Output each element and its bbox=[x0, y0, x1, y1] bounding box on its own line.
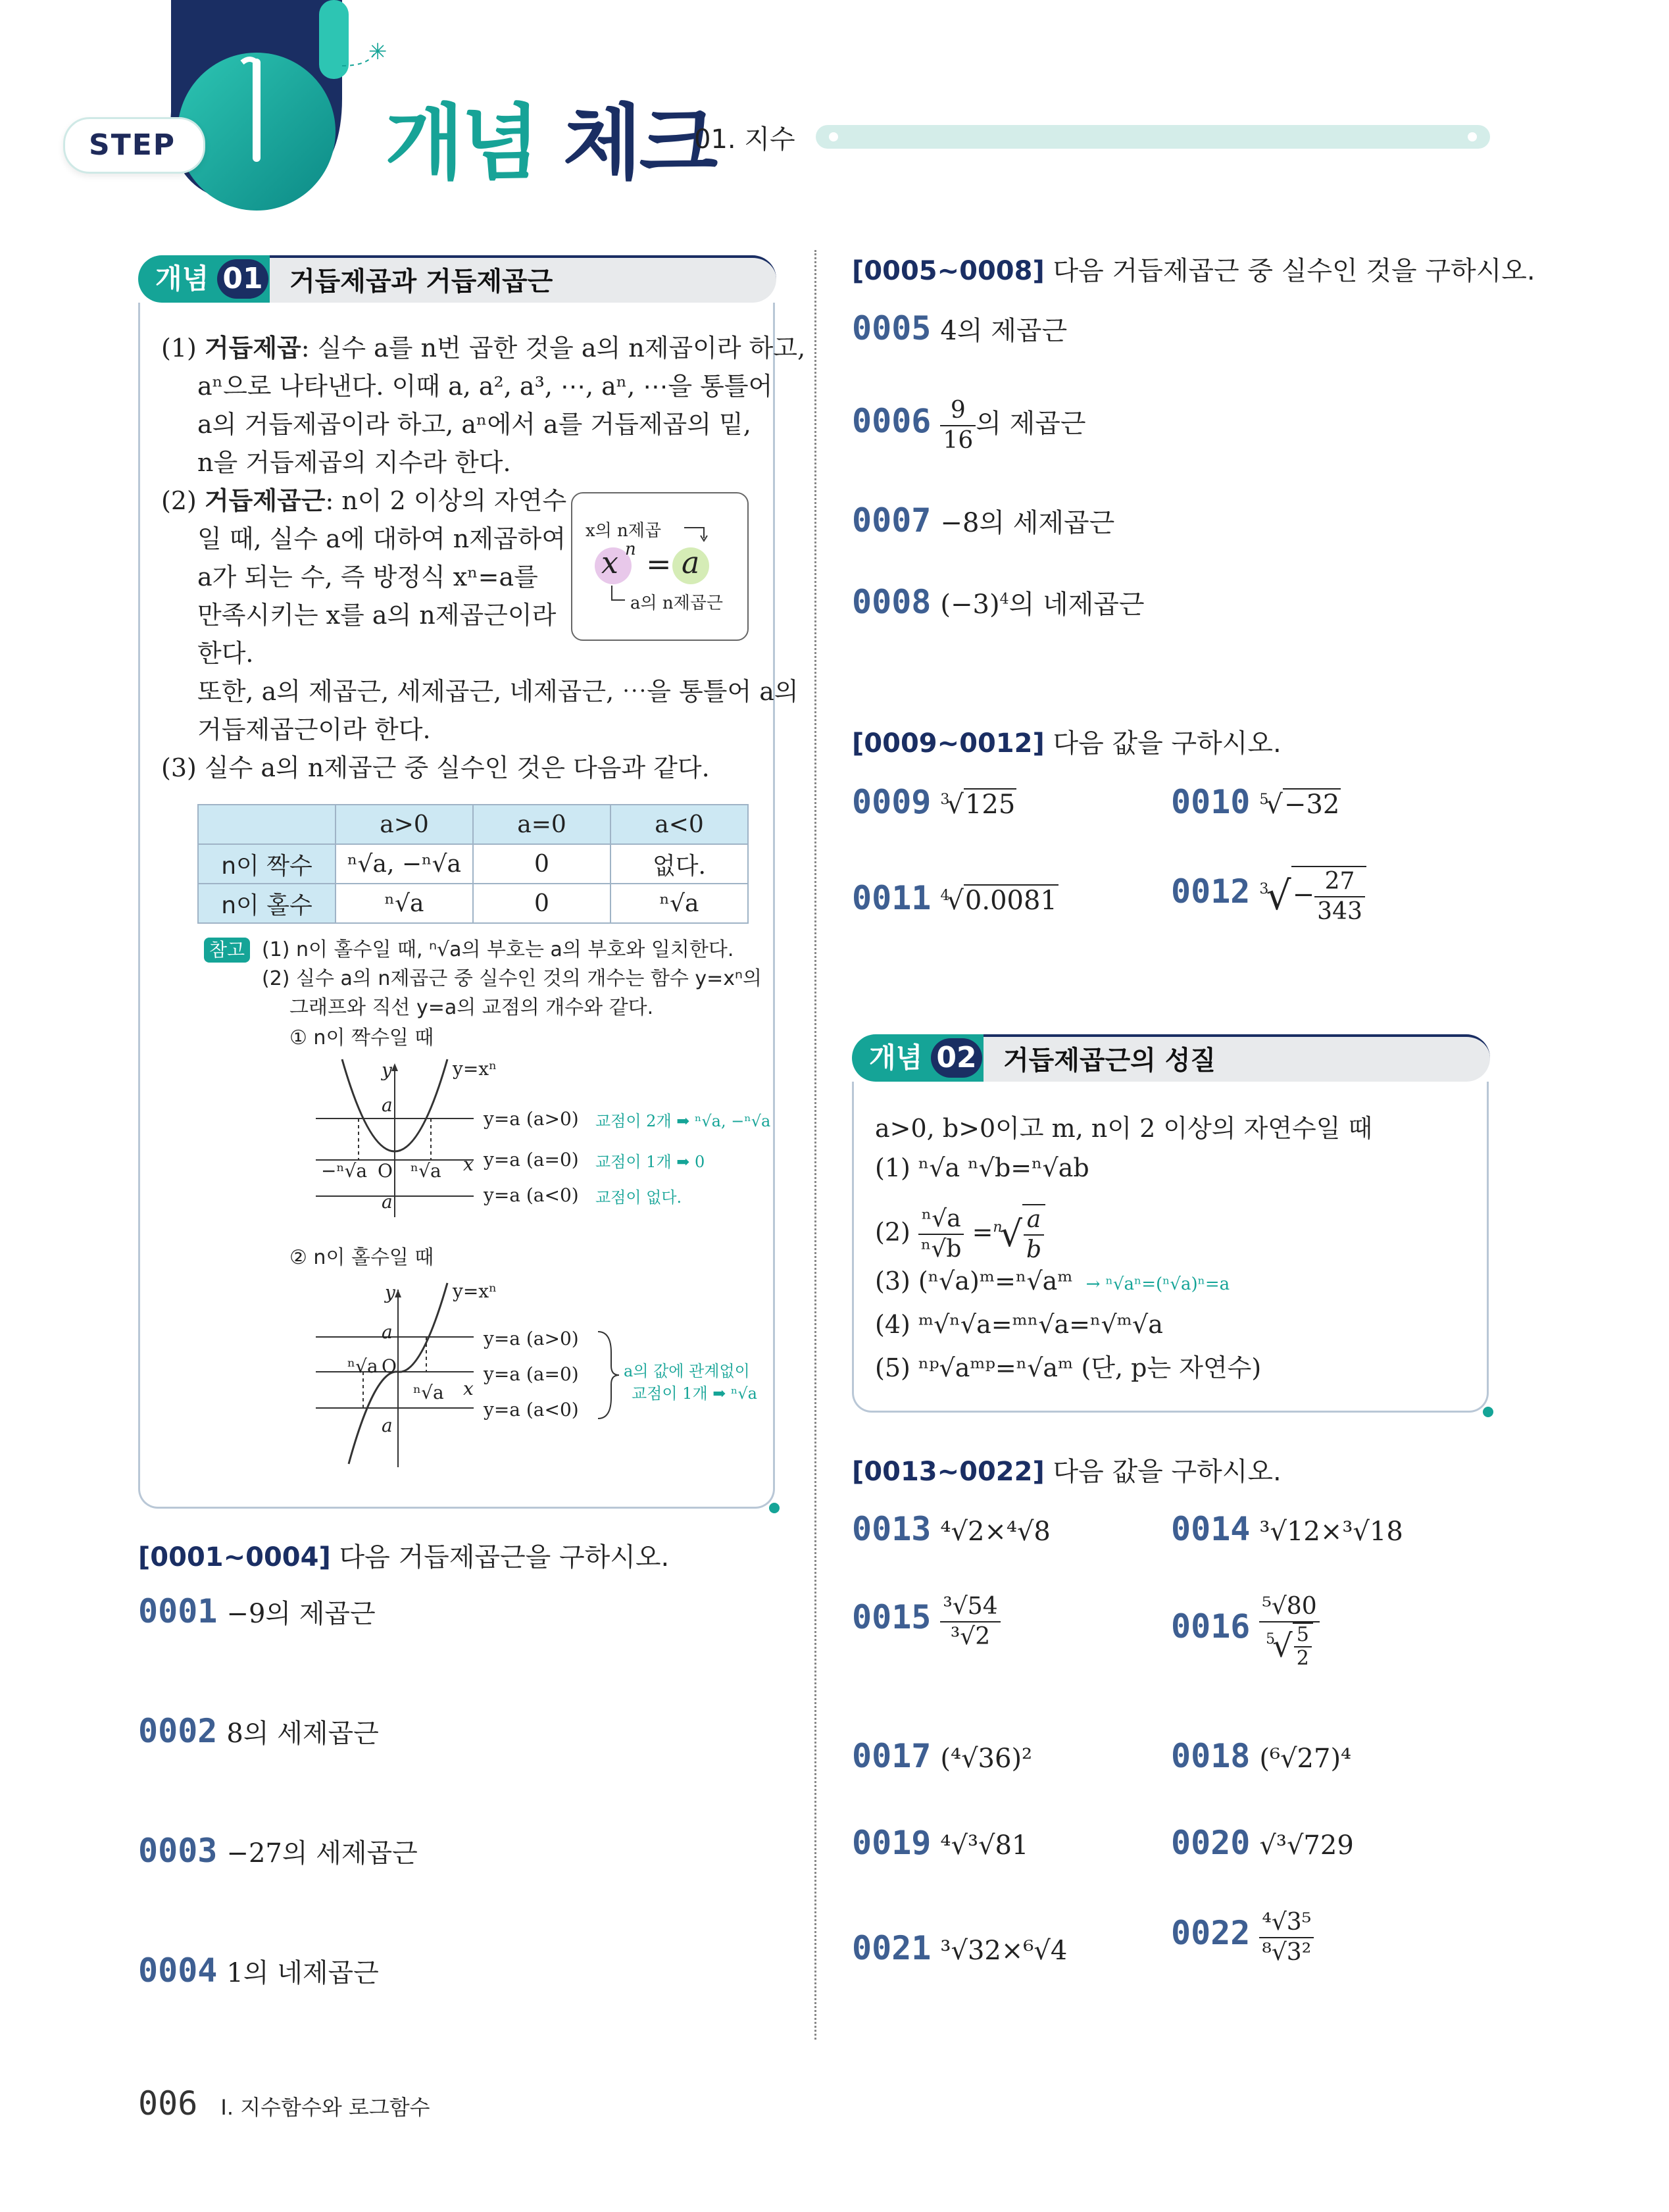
c1-line5: (2) 거듭제곱근: n이 2 이상의 자연수 bbox=[161, 486, 567, 515]
page-title: 개념 체크 bbox=[385, 96, 716, 191]
bar-dot-right bbox=[1468, 132, 1477, 141]
c2-prop2: (2) $\frac{\text{ⁿ√a}}{\text{ⁿ√b}}$ =$^n$√ $\frac{a}{b}$ bbox=[875, 1204, 1045, 1265]
table-row: n이 짝수 ⁿ√a, −ⁿ√a 0 없다. bbox=[198, 844, 748, 884]
page-footer bbox=[138, 2084, 430, 2123]
concept-02-heading: 개념 02 거듭제곱근의 성질 bbox=[852, 1034, 1490, 1082]
problem-0020: 0020 √³√729 bbox=[1171, 1824, 1354, 1862]
bar-dot-left bbox=[829, 132, 838, 141]
c1-line1: (1) 거듭제곱: 실수 a를 n번 곱한 것을 a의 n제곱이라 하고, bbox=[161, 334, 806, 363]
chapter-title: I. 지수함수와 로그함수 bbox=[220, 2095, 430, 2120]
problem-0015: 0015 $\frac{\text{³√54}}{\text{³√2}}$ bbox=[852, 1592, 1001, 1651]
table-header-row: a>0 a=0 a<0 bbox=[198, 805, 748, 844]
step-graphic bbox=[151, 0, 388, 211]
c1-line8: 만족시키는 x를 a의 n제곱근이라 bbox=[197, 601, 557, 630]
c2-condition: a>0, b>0이고 m, n이 2 이상의 자연수일 때 bbox=[875, 1114, 1373, 1143]
problem-0002: 0002 8의 세제곱근 bbox=[138, 1712, 379, 1750]
nth-root-table bbox=[197, 804, 749, 924]
step-pill bbox=[63, 117, 205, 174]
note-1: (1) n이 홀수일 때, ⁿ√a의 부호는 a의 부호와 일치한다. bbox=[262, 938, 734, 961]
c1-line3: a의 거듭제곱이라 하고, aⁿ에서 a를 거듭제곱의 밑, bbox=[197, 410, 751, 439]
problem-0008: 0008 $(-3)^4$의 네제곱근 bbox=[852, 583, 1145, 621]
problem-0009: 0009 $^3$√125 bbox=[852, 783, 1016, 821]
step-label: STEP bbox=[89, 128, 176, 162]
problem-0014: 0014 ³√12×³√18 bbox=[1171, 1510, 1403, 1548]
problem-0022: 0022 $\frac{\text{⁴√3⁵}}{\text{⁸√3²}}$ bbox=[1171, 1908, 1314, 1967]
problem-0006: 0006 $\frac{9}{16}$ 의 제곱근 bbox=[852, 397, 1086, 454]
case-odd-label: ② n이 홀수일 때 bbox=[289, 1246, 434, 1269]
set4-instruction: [0013~0022] 다음 값을 구하시오. bbox=[852, 1457, 1282, 1487]
set2-instruction: [0005~0008] 다음 거듭제곱근 중 실수인 것을 구하시오. bbox=[852, 256, 1535, 286]
problem-0016: 0016 ⁵√80 $^5$√ $\frac{5}{2}$ bbox=[1171, 1592, 1320, 1670]
set3-instruction: [0009~0012] 다음 값을 구하시오. bbox=[852, 728, 1282, 759]
c2-prop5: (5) ⁿᵖ√aᵐᵖ=ⁿ√aᵐ (단, p는 자연수) bbox=[875, 1353, 1262, 1382]
section-title: 01. 지수 bbox=[694, 124, 795, 155]
c1-line6: 일 때, 실수 a에 대하여 n제곱하여 bbox=[197, 524, 566, 553]
c2-prop1: (1) ⁿ√a ⁿ√b=ⁿ√ab bbox=[875, 1153, 1089, 1182]
box-end-dot bbox=[1483, 1407, 1493, 1417]
c1-line4: n을 거듭제곱의 지수라 한다. bbox=[197, 448, 511, 477]
problem-0013: 0013 ⁴√2×⁴√8 bbox=[852, 1510, 1051, 1548]
c1-line2: aⁿ으로 나타낸다. 이때 a, a², a³, ⋯, aⁿ, ⋯을 통틀어 bbox=[197, 372, 773, 401]
problem-0007: 0007 −8의 세제곱근 bbox=[852, 501, 1115, 540]
c2-prop4: (4) ᵐ√ⁿ√a=ᵐⁿ√a=ⁿ√ᵐ√a bbox=[875, 1310, 1163, 1339]
table-row: n이 홀수 ⁿ√a 0 ⁿ√a bbox=[198, 884, 748, 923]
c1-line7: a가 되는 수, 즉 방정식 xⁿ=a를 bbox=[197, 563, 538, 591]
problem-0005: 0005 4의 제곱근 bbox=[852, 309, 1068, 347]
problem-0004: 0004 1의 네제곱근 bbox=[138, 1951, 379, 1990]
problem-0017: 0017 (⁴√36)² bbox=[852, 1737, 1033, 1775]
set1-instruction: [0001~0004] 다음 거듭제곱근을 구하시오. bbox=[138, 1542, 670, 1572]
note-badge: 참고 bbox=[204, 938, 250, 963]
case-even-label: ① n이 짝수일 때 bbox=[289, 1026, 434, 1049]
c2-prop3: (3) (ⁿ√a)ᵐ=ⁿ√aᵐ → ⁿ√aⁿ=(ⁿ√a)ⁿ=a bbox=[875, 1267, 1230, 1295]
problem-0010: 0010 $^5$√−32 bbox=[1171, 783, 1340, 821]
note-2a: (2) 실수 a의 n제곱근 중 실수인 것의 개수는 함수 y=xⁿ의 bbox=[262, 967, 762, 990]
asterisk-icon: ✳ bbox=[368, 39, 387, 65]
problem-0021: 0021 ³√32×⁶√4 bbox=[852, 1929, 1068, 1967]
problem-0019: 0019 ⁴√³√81 bbox=[852, 1824, 1029, 1862]
box-end-dot bbox=[769, 1503, 780, 1513]
nth-root-box: x의 n제곱 x n = a a의 n제곱근 bbox=[571, 492, 749, 641]
problem-0012: 0012 $^3$√− $\frac{27}{343}$ bbox=[1171, 866, 1366, 926]
c1-line12: (3) 실수 a의 n제곱근 중 실수인 것은 다음과 같다. bbox=[161, 753, 710, 782]
page-number: 006 bbox=[138, 2084, 198, 2123]
c1-line10: 또한, a의 제곱근, 세제곱근, 네제곱근, ⋯을 통틀어 a의 bbox=[197, 677, 799, 706]
brace bbox=[595, 1329, 622, 1421]
problem-0018: 0018 (⁶√27)⁴ bbox=[1171, 1737, 1352, 1775]
header-bar bbox=[816, 125, 1490, 149]
c1-line9: 한다. bbox=[197, 639, 254, 668]
concept-01-heading: 개념 01 거듭제곱과 거듭제곱근 bbox=[138, 255, 776, 303]
problem-0003: 0003 −27의 세제곱근 bbox=[138, 1832, 418, 1870]
problem-0001: 0001 −9의 제곱근 bbox=[138, 1592, 376, 1630]
note-2b: 그래프와 직선 y=a의 교점의 개수와 같다. bbox=[289, 996, 654, 1019]
problem-0011: 0011 $^4$√0.0081 bbox=[852, 879, 1057, 917]
column-divider bbox=[814, 250, 816, 2040]
c1-line11: 거듭제곱근이라 한다. bbox=[197, 715, 431, 744]
